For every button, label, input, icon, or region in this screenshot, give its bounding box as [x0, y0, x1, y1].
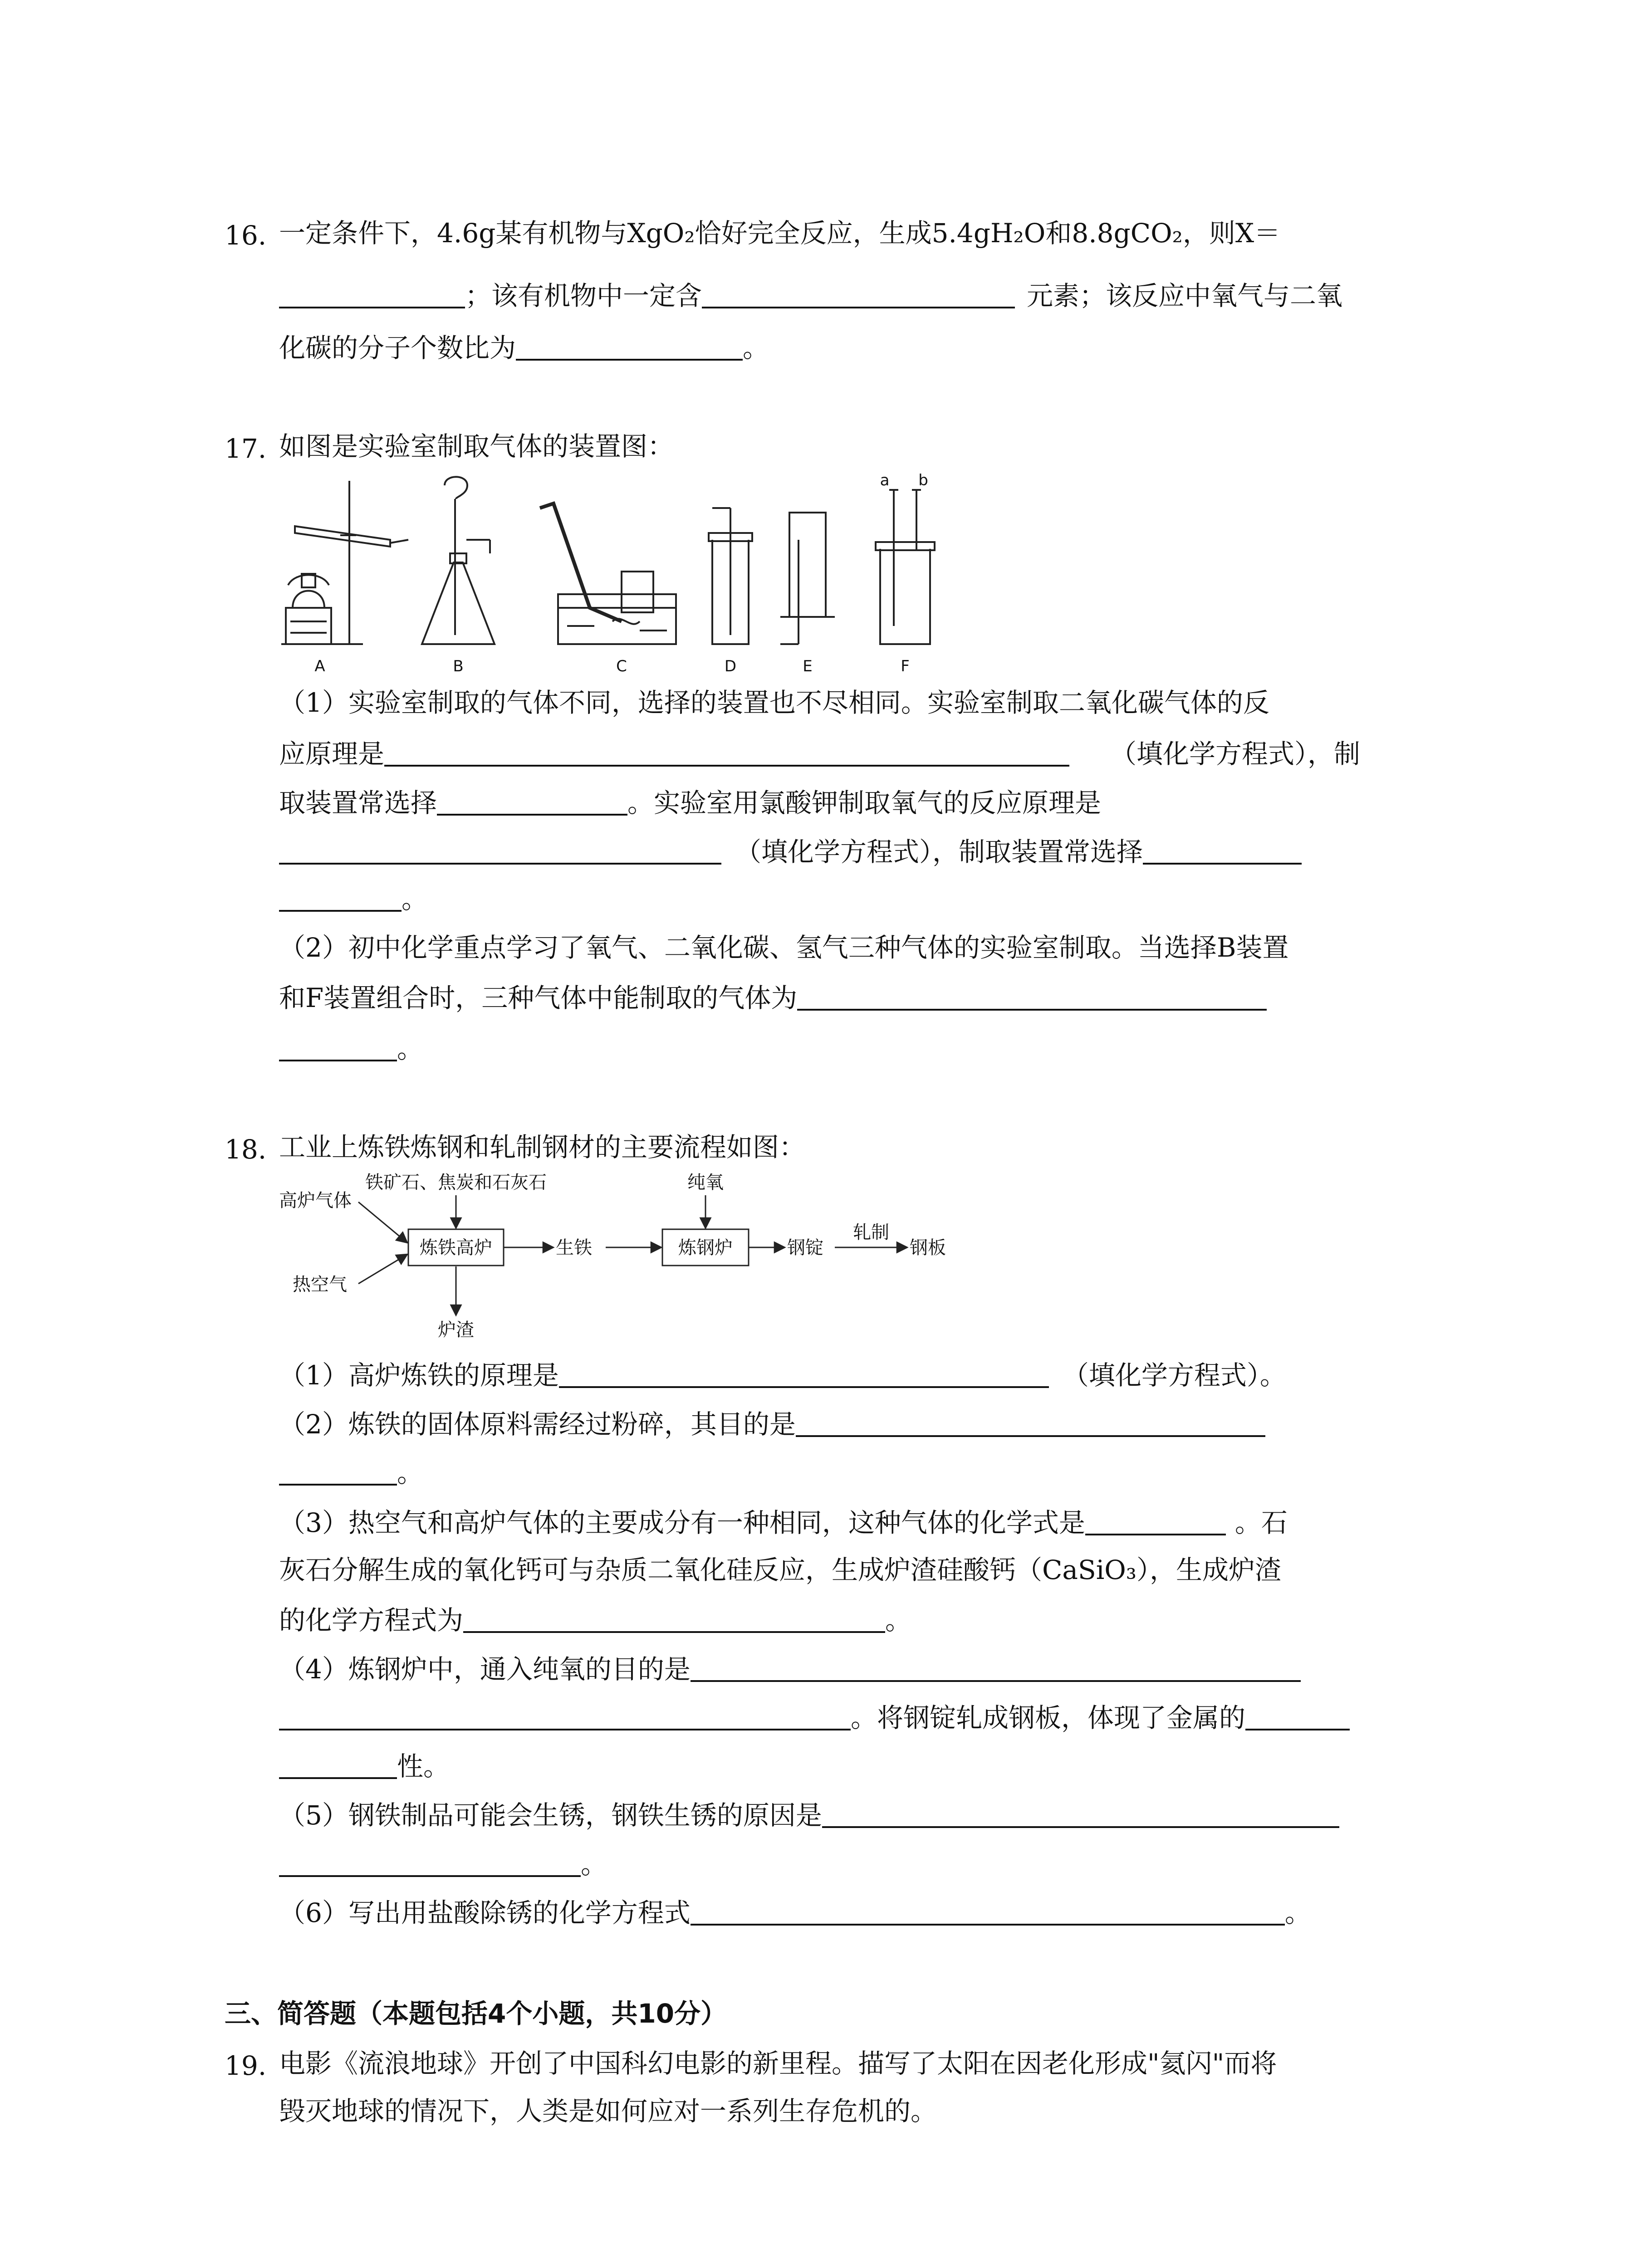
q19-line2: 毁灭地球的情况下，人类是如何应对一系列生存危机的。	[279, 2096, 937, 2126]
flow-input-furnace-gas: 高炉气体	[279, 1190, 352, 1211]
q18-blank-crush-purpose-cont[interactable]	[279, 1458, 397, 1486]
apparatus-label-b: B	[453, 657, 464, 675]
q16-blank-x[interactable]	[279, 281, 465, 308]
section-3-title: 三、简答题（本题包括4个小题，共10分）	[225, 1998, 727, 2029]
q17-number: 17.	[225, 433, 267, 464]
flow-box-blast-furnace-label: 炼铁高炉	[420, 1237, 492, 1258]
q17-blank-co2-equation[interactable]	[384, 739, 1069, 767]
q17-p1-line1: （1）实验室制取的气体不同，选择的装置也不尽相同。实验室制取二氧化碳气体的反	[279, 687, 1269, 718]
q16-line1: 一定条件下，4.6g某有机物与XgO₂恰好完全反应，生成5.4gH₂O和8.8gCO₂，则X＝	[279, 218, 1281, 249]
apparatus-e	[780, 513, 835, 644]
flow-input-oxygen: 纯氧	[687, 1172, 724, 1193]
q17-blank-gas[interactable]	[797, 983, 1267, 1011]
q18-s4-line3: 性。	[279, 1752, 450, 1779]
q17-p1-line4: （填化学方程式），制取装置常选择	[279, 837, 1302, 865]
apparatus-d	[709, 508, 752, 644]
apparatus-a	[281, 481, 408, 644]
q17-p2-line3: 。	[279, 1034, 423, 1062]
q16-number: 16.	[225, 220, 267, 251]
q18-blank-slag-equation[interactable]	[463, 1606, 885, 1633]
q18-blank-derust-equation[interactable]	[691, 1898, 1285, 1926]
q18-blank-rust-reason-cont[interactable]	[279, 1850, 581, 1877]
flow-output-pig-iron: 生铁	[556, 1237, 592, 1258]
q18-s4-line1: （4）炼钢炉中，通入纯氧的目的是	[279, 1655, 1301, 1682]
q17-p1-line3: 取装置常选择 。实验室用氯酸钾制取氧气的反应原理是	[279, 787, 1102, 818]
q18-s2-cont: 。	[279, 1458, 423, 1486]
q18-s3-line2: 灰石分解生成的氧化钙可与杂质二氧化硅反应，生成炉渣硅酸钙（CaSiO₃），生成炉渣	[279, 1554, 1282, 1585]
q17-blank-co2-apparatus[interactable]	[437, 788, 627, 816]
q19-number: 19.	[225, 2050, 267, 2081]
q18-s5-line2: 。	[279, 1850, 607, 1877]
apparatus-c	[540, 503, 676, 644]
q16-line2: ；该有机物中一定含 元素；该反应中氧气与二氧	[279, 281, 1342, 309]
q16-blank-ratio[interactable]	[516, 333, 743, 361]
q17-p1-line5: 。	[279, 885, 428, 912]
q17-blank-o2-apparatus[interactable]	[1143, 837, 1302, 865]
q18-s2: （2）炼铁的固体原料需经过粉碎，其目的是	[279, 1410, 1265, 1437]
apparatus-b	[422, 477, 495, 644]
q18-number: 18.	[225, 1134, 267, 1165]
q18-blank-crush-purpose[interactable]	[796, 1410, 1265, 1437]
q16-line3: 化碳的分子个数比为 。	[279, 332, 769, 363]
q18-s4-line2: 。将钢锭轧成钢板，体现了金属的	[279, 1703, 1350, 1731]
flow-output-ingot: 钢锭	[787, 1237, 823, 1258]
q18-blank-gas-formula[interactable]	[1085, 1508, 1226, 1535]
flow-box-steel-furnace-label: 炼钢炉	[678, 1237, 733, 1258]
q18-s6: （6）写出用盐酸除锈的化学方程式 。	[279, 1897, 1311, 1928]
q17-p2-line1: （2）初中化学重点学习了氧气、二氧化碳、氢气三种气体的实验室制取。当选择B装置	[279, 932, 1289, 963]
q18-blank-oxygen-purpose[interactable]	[691, 1655, 1301, 1682]
q18-s5-line1: （5）钢铁制品可能会生锈，钢铁生锈的原因是	[279, 1801, 1339, 1828]
q18-s3-line1: （3）热空气和高炉气体的主要成分有一种相同，这种气体的化学式是 。石	[279, 1507, 1288, 1538]
flow-output-plate: 钢板	[910, 1237, 946, 1258]
apparatus-label-c: C	[616, 657, 627, 675]
q19-line1: 电影《流浪地球》开创了中国科幻电影的新里程。描写了太阳在因老化形成"氦闪"而将	[279, 2048, 1277, 2079]
apparatus-f	[876, 490, 935, 644]
apparatus-label-f: F	[901, 657, 910, 675]
apparatus-figure	[277, 472, 966, 680]
q18-blank-oxygen-purpose-cont[interactable]	[279, 1703, 851, 1730]
q18-blank-metal-property[interactable]	[1245, 1703, 1350, 1730]
q18-blank-rust-reason[interactable]	[822, 1801, 1339, 1828]
flow-input-ore: 铁矿石、焦炭和石灰石	[365, 1172, 547, 1193]
q17-blank-gas-cont[interactable]	[279, 1034, 397, 1061]
flow-process-rolling: 轧制	[853, 1222, 889, 1243]
apparatus-label-e: E	[803, 657, 813, 675]
q17-p2-line2: 和F装置组合时，三种气体中能制取的气体为	[279, 983, 1267, 1011]
port-label-b: b	[918, 472, 928, 489]
q16-blank-elements[interactable]	[702, 281, 1015, 308]
q18-s3-line3: 的化学方程式为 。	[279, 1605, 912, 1636]
q17-blank-o2-equation[interactable]	[279, 837, 721, 865]
apparatus-label-a: A	[314, 657, 325, 675]
flow-diagram	[277, 1170, 1003, 1352]
q17-blank-o2-apparatus-cont[interactable]	[279, 885, 402, 912]
q17-intro: 如图是实验室制取气体的装置图：	[279, 431, 674, 462]
q18-blank-metal-property-cont[interactable]	[279, 1752, 397, 1779]
port-label-a: a	[880, 472, 890, 489]
apparatus-label-d: D	[724, 657, 737, 675]
q17-p1-line2: 应原理是 （填化学方程式），制	[279, 738, 1361, 769]
flow-input-hot-air: 热空气	[293, 1274, 347, 1295]
q18-s1: （1）高炉炼铁的原理是 （填化学方程式）。	[279, 1360, 1286, 1391]
q18-blank-ironmaking-equation[interactable]	[559, 1361, 1049, 1388]
q18-intro: 工业上炼铁炼钢和轧制钢材的主要流程如图：	[279, 1132, 806, 1163]
flow-byproduct-slag: 炉渣	[438, 1320, 474, 1340]
